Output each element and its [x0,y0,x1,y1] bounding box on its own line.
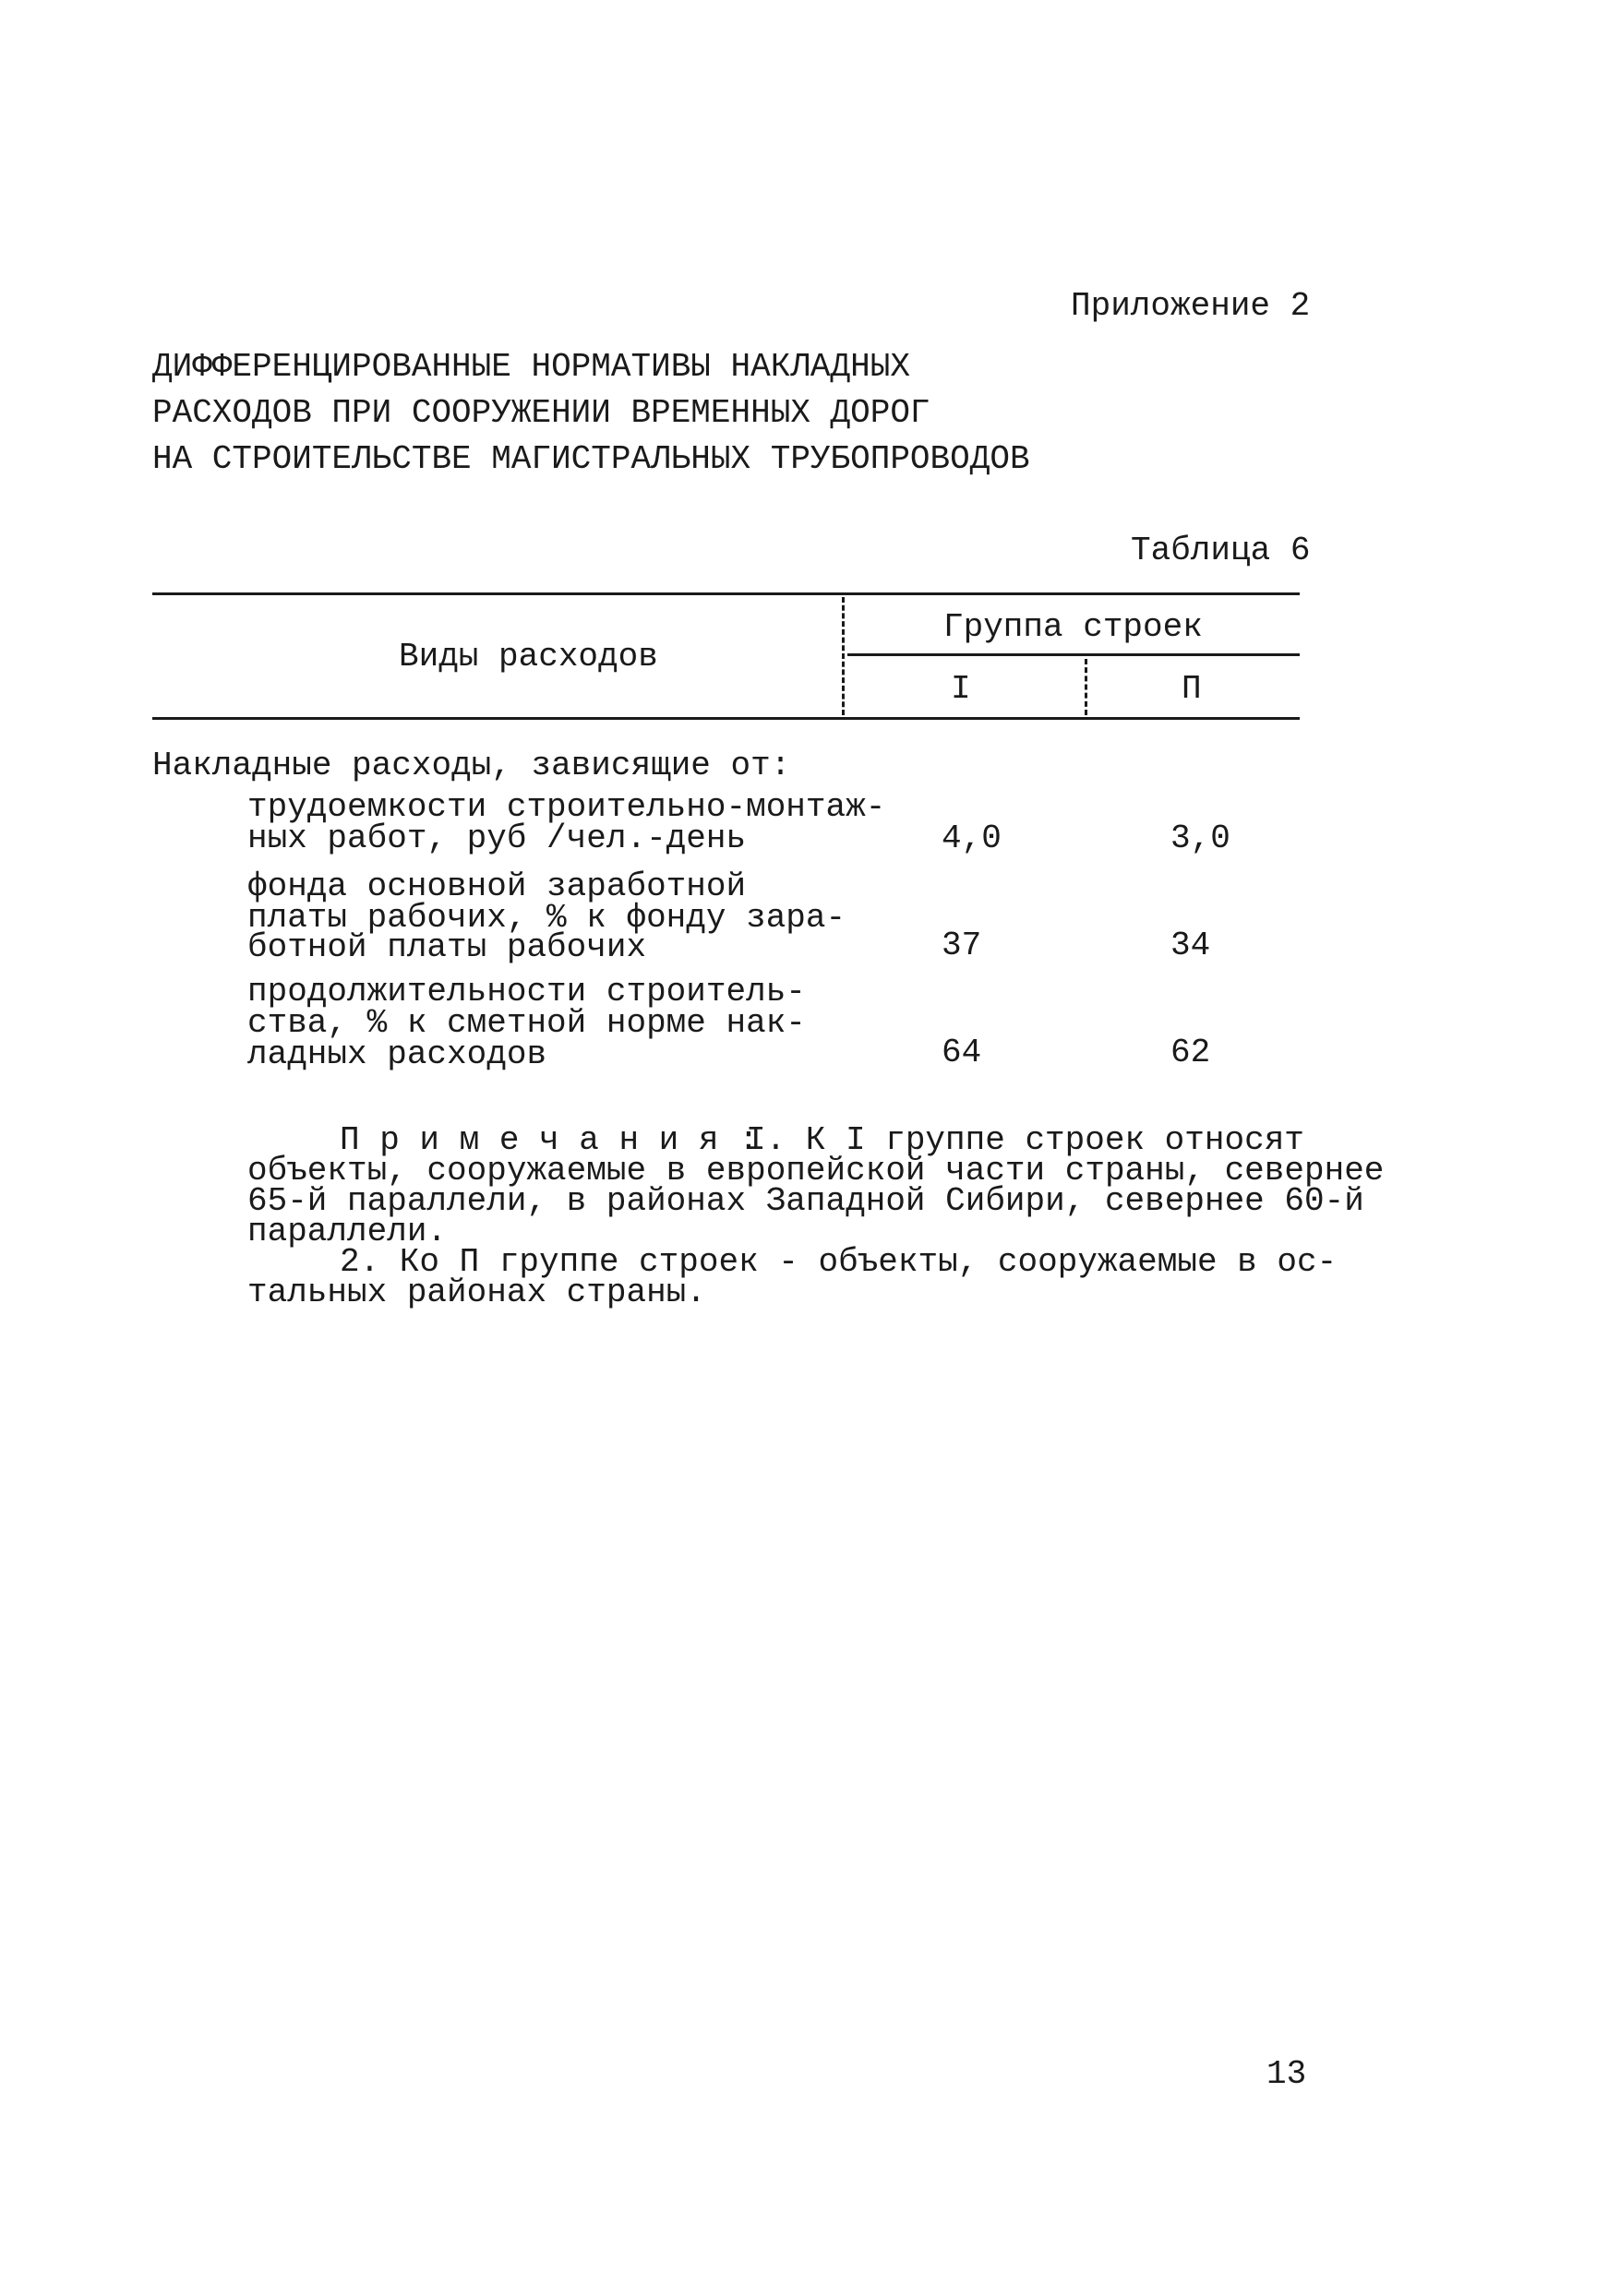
note-1-line: параллели. [247,1213,448,1250]
table-header-bottom-rule [152,717,1300,720]
row-label-line: ладных расходов [247,1035,547,1073]
column-divider [842,597,845,715]
row-value-group-1: 37 [942,927,982,964]
row-label-line: ботной платы рабочих [247,928,647,966]
row-label-line: трудоемкости строительно-монтаж- [247,788,886,826]
note-1-line: объекты, сооружаемые в европейской части страны, севернее [247,1152,1385,1190]
row-value-group-2: 34 [1170,927,1211,964]
page-number: 13 [1266,2055,1307,2093]
row-label-line: фонда основной заработной [247,867,747,905]
title-line: НА СТРОИТЕЛЬСТВЕ МАГИСТРАЛЬНЫХ ТРУБОПРОВОДОВ [152,440,1030,478]
table-top-rule [152,592,1300,595]
group-header-rule [847,653,1300,656]
column-header-group: Группа строек [943,608,1203,646]
column-header-expense-types: Виды расходов [399,638,658,676]
note-1-start: I. К I группе строек относят [746,1121,1304,1159]
row-value-group-1: 4,0 [942,819,1002,857]
appendix-label: Приложение 2 [1071,287,1311,325]
row-label-line: платы рабочих, % к фонду зара- [247,899,846,937]
row-label-line: продолжительности строитель- [247,973,806,1010]
column-header-group-1: I [951,670,971,708]
notes-heading: П р и м е ч а н и я : [340,1121,759,1159]
row-label-line: ных работ, руб /чел.-день [247,819,747,857]
title-line: РАСХОДОВ ПРИ СООРУЖЕНИИ ВРЕМЕННЫХ ДОРОГ [152,394,930,432]
row-value-group-2: 62 [1170,1034,1211,1071]
table-label: Таблица 6 [1131,532,1311,569]
row-label-line: ства, % к сметной норме нак- [247,1004,806,1042]
row-value-group-1: 64 [942,1034,982,1071]
column-header-group-2: П [1182,670,1202,708]
row-value-group-2: 3,0 [1170,819,1230,857]
section-title: Накладные расходы, зависящие от: [152,747,791,784]
note-1-line: 65-й параллели, в районах Западной Сибири, севернее 60-й [247,1182,1364,1220]
note-2-line: тальных районах страны. [247,1274,706,1311]
group-column-divider [1085,659,1087,715]
note-2-line: 2. Ко П группе строек - объекты, сооружаемые в ос- [340,1243,1338,1281]
title-line: ДИФФЕРЕНЦИРОВАННЫЕ НОРМАТИВЫ НАКЛАДНЫХ [152,348,910,386]
